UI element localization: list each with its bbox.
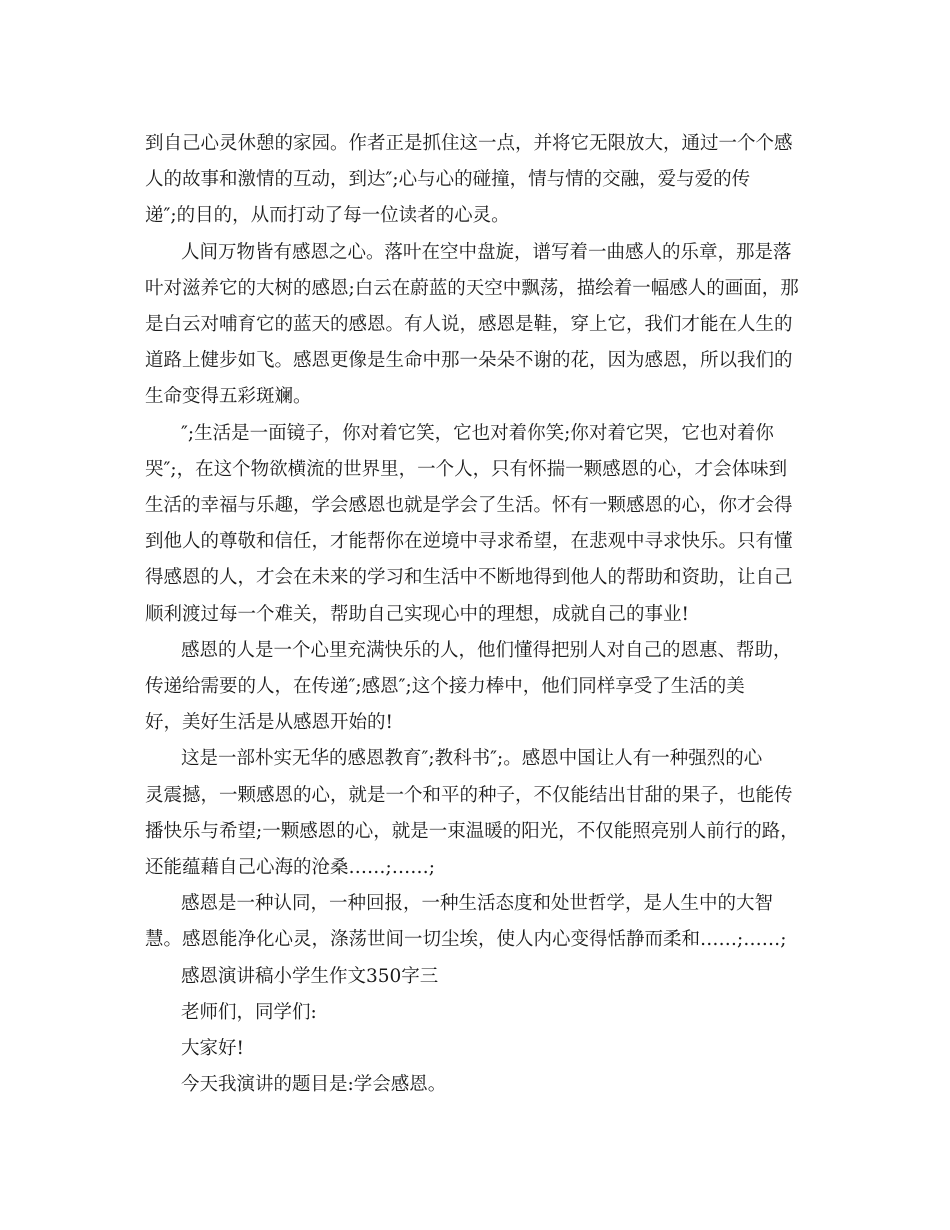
text-line: 顺利渡过每一个难关，帮助自己实现心中的理想，成就自己的事业! bbox=[145, 603, 689, 625]
text-line: 得感恩的人，才会在未来的学习和生活中不断地得到他人的帮助和资助，让自己 bbox=[145, 567, 793, 589]
text-line: 人间万物皆有感恩之心。落叶在空中盘旋，谱写着一曲感人的乐章，那是落 bbox=[181, 241, 792, 263]
text-line: ″;生活是一面镜子，你对着它笑，它也对着你笑;你对着它哭，它也对着你 bbox=[181, 422, 774, 444]
text-line: 今天我演讲的题目是:学会感恩。 bbox=[181, 1074, 447, 1096]
text-line: 叶对滋养它的大树的感恩;白云在蔚蓝的天空中飘荡，描绘着一幅感人的画面，那 bbox=[145, 277, 799, 299]
text-line: 传递给需要的人，在传递″;感恩″;这个接力棒中，他们同样享受了生活的美 bbox=[145, 676, 745, 698]
text-line: 播快乐与希望;一颗感恩的心，就是一束温暖的阳光，不仅能照亮别人前行的路， bbox=[145, 820, 799, 842]
text-line: 人的故事和激情的互动，到达″;心与心的碰撞，情与情的交融，爱与爱的传 bbox=[145, 169, 751, 191]
text-line: 慧。感恩能净化心灵，涤荡世间一切尘埃，使人内心变得恬静而柔和……;……; bbox=[145, 929, 787, 951]
text-line: 生命变得五彩斑斓。 bbox=[145, 386, 312, 408]
text-line: 这是一部朴实无华的感恩教育″;教科书″;。感恩中国让人有一种强烈的心 bbox=[181, 748, 763, 770]
text-line: 感恩演讲稿小学生作文350字三 bbox=[181, 965, 439, 987]
text-line: 生活的幸福与乐趣，学会感恩也就是学会了生活。怀有一颗感恩的心，你才会得 bbox=[145, 495, 793, 517]
text-line: 道路上健步如飞。感恩更像是生命中那一朵朵不谢的花，因为感恩，所以我们的 bbox=[145, 350, 793, 372]
text-line: 到自己心灵休憩的家园。作者正是抓住这一点，并将它无限放大，通过一个个感 bbox=[145, 133, 793, 154]
text-line: 是白云对哺育它的蓝天的感恩。有人说，感恩是鞋，穿上它，我们才能在人生的 bbox=[145, 314, 793, 336]
text-line: 哭″;，在这个物欲横流的世界里，一个人，只有怀揣一颗感恩的心，才会体味到 bbox=[145, 458, 788, 480]
text-line: 灵震撼，一颗感恩的心，就是一个和平的种子，不仅能结出甘甜的果子，也能传 bbox=[145, 784, 793, 806]
text-line: 到他人的尊敬和信任，才能帮你在逆境中寻求希望，在悲观中寻求快乐。只有懂 bbox=[145, 531, 793, 553]
text-line: 感恩的人是一个心里充满快乐的人，他们懂得把别人对自己的恩惠、帮助， bbox=[181, 639, 792, 661]
text-line: 感恩是一种认同，一种回报，一种生活态度和处世哲学，是人生中的大智 bbox=[181, 893, 774, 915]
text-line: 大家好! bbox=[181, 1038, 244, 1060]
document-body bbox=[145, 126, 810, 1103]
text-line: 还能蕴藉自己心海的沧桑……;……; bbox=[145, 857, 435, 879]
text-line: 老师们，同学们: bbox=[181, 1001, 317, 1023]
text-line: 好，美好生活是从感恩开始的! bbox=[145, 712, 393, 734]
text-line: 递″;的目的，从而打动了每一位读者的心灵。 bbox=[145, 205, 510, 227]
